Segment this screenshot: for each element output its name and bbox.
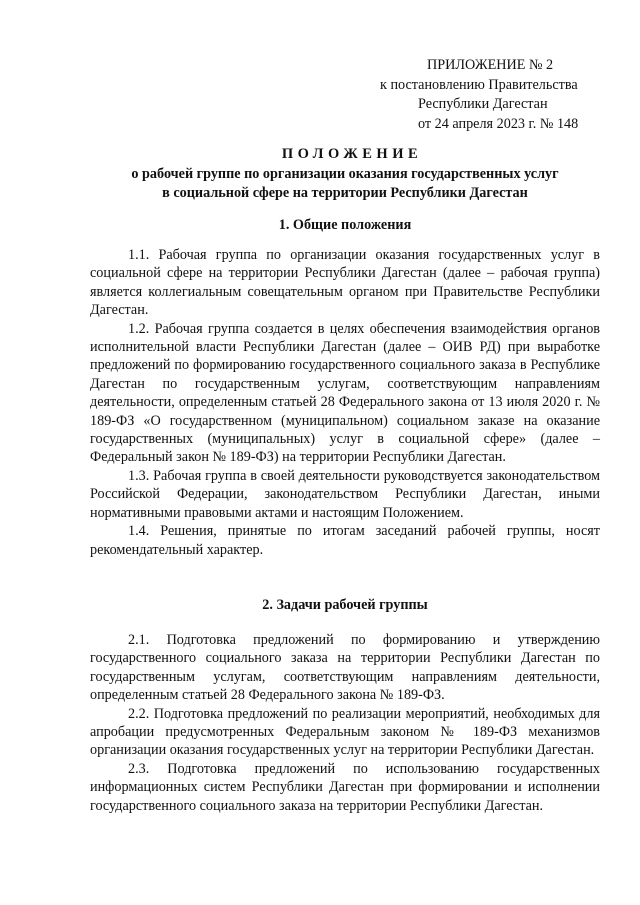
subtitle-line-2: в социальной сфере на территории Республики Дагестан: [162, 185, 528, 201]
appendix-date: от 24 апреля 2023 г. № 148: [418, 115, 579, 132]
section-1-body: [90, 246, 600, 559]
paragraph-1-2: 1.2. Рабочая группа создается в целях обеспечения взаимодействия органов исполнительной власти Республики Дагестан (далее – ОИВ РД) при выработке предложений по формированию государственного социального заказа в Республике Дагестан по государственным услугам, соответствующим направлениям деятельности, определенным статьей 28 Федерального закона от 13 июля 2020 г. № 189-ФЗ «О государственном (муниципальном) социальном заказе на оказание государственных (муниципальных) услуг в социальной сфере» (далее – Федеральный закон № 189-ФЗ) на территории Республики Дагестан.: [90, 320, 600, 466]
appendix-number: ПРИЛОЖЕНИЕ № 2: [427, 57, 554, 73]
paragraph-1-3: 1.3. Рабочая группа в своей деятельности руководствуется законодательством Российской Федерации, законодательством Республики Дагестан, иными нормативными правовыми актами и настоящим Положением.: [90, 467, 600, 521]
subtitle-line-1: о рабочей группе по организации оказания государственных услуг: [131, 166, 559, 182]
section-2-body: [90, 631, 600, 815]
section-1-heading: 1. Общие положения: [278, 217, 412, 233]
appendix-block: [380, 56, 620, 134]
paragraph-1-1: 1.1. Рабочая группа по организации оказания государственных услуг в социальной сфере на территории Республики Дагестан (далее – рабочая группа) является коллегиальным совещательным органом при Правительстве Республики Дагестан.: [90, 247, 600, 319]
section-2-heading: 2. Задачи рабочей группы: [262, 597, 428, 613]
paragraph-2-1: 2.1. Подготовка предложений по формированию и утверждению государственного социального заказа на территории Республики Дагестан по государственным услугам, соответствующим направлениям деятельности, определенным статьей 28 Федерального закона № 189-ФЗ.: [90, 632, 600, 704]
appendix-authority: Республики Дагестан: [418, 96, 548, 112]
paragraph-1-4: 1.4. Решения, принятые по итогам заседаний рабочей группы, носят рекомендательный характер.: [90, 523, 600, 558]
appendix-decree: к постановлению Правительства: [380, 76, 578, 93]
paragraph-2-2: 2.2. Подготовка предложений по реализации мероприятий, необходимых для апробации предусмотренных Федеральным законом № 189-ФЗ механизмов организации оказания государственных услуг на территории Республики Дагестан.: [90, 705, 600, 759]
document-subtitle: [90, 165, 600, 203]
document-title: ПОЛОЖЕНИЕ: [281, 146, 423, 162]
paragraph-2-3: 2.3. Подготовка предложений по использованию государственных информационных систем Республики Дагестан при формировании и исполнении государственного социального заказа на территории Республики Дагестан.: [90, 760, 600, 814]
